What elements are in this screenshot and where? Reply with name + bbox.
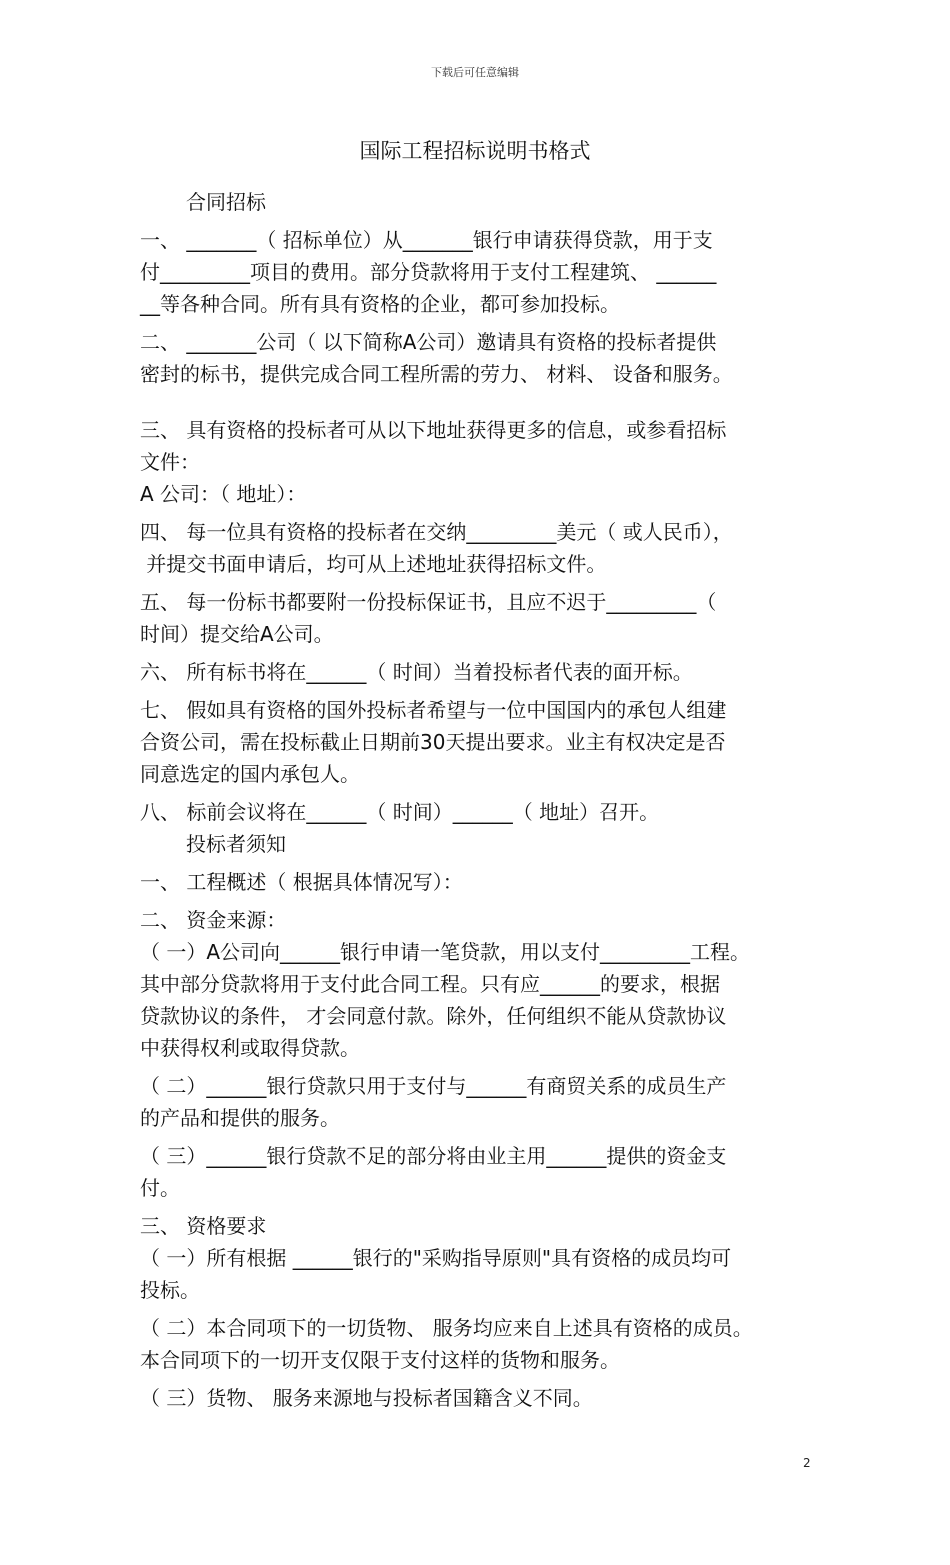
paragraph-line: 三、 具有资格的投标者可从以下地址获得更多的信息，或参看招标: [140, 418, 727, 442]
paragraph-line: 二、 资金来源：: [140, 908, 287, 932]
section-heading-bidder-instructions: 投标者须知: [186, 832, 286, 856]
paragraph-line: 并提交书面申请后，均可从上述地址获得招标文件。: [140, 552, 607, 576]
paragraph-line: 文件：: [140, 450, 200, 474]
paragraph-line: （ 三）货物、 服务来源地与投标者国籍含义不同。: [140, 1386, 593, 1410]
paragraph-line: 中获得权利或取得贷款。: [140, 1036, 360, 1060]
header-note: 下载后可任意编辑: [431, 66, 519, 79]
paragraph-line: 付。: [140, 1176, 180, 1200]
paragraph-line: 其中部分贷款将用于支付此合同工程。只有应______的要求，根据: [140, 972, 720, 996]
paragraph-line: 一、 工程概述（ 根据具体情况写）：: [140, 870, 463, 894]
paragraph-line: 付_________项目的费用。部分贷款将用于支付工程建筑、 ______: [140, 260, 717, 284]
paragraph-line: __等各种合同。所有具有资格的企业，都可参加投标。: [140, 292, 620, 316]
paragraph-line: 投标。: [140, 1278, 200, 1302]
paragraph-line: 四、 每一位具有资格的投标者在交纳_________美元（ 或人民币），: [140, 520, 733, 544]
document-body: [140, 186, 820, 1414]
paragraph-line: A 公司：（ 地址）：: [140, 482, 307, 506]
paragraph-line: 二、 _______公司（ 以下简称A公司）邀请具有资格的投标者提供: [140, 330, 717, 354]
paragraph-line: 七、 假如具有资格的国外投标者希望与一位中国国内的承包人组建: [140, 698, 727, 722]
page-number: 2: [803, 1456, 811, 1470]
paragraph-line: 密封的标书，提供完成合同工程所需的劳力、 材料、 设备和服务。: [140, 362, 733, 386]
paragraph-line: 贷款协议的条件， 才会同意付款。除外，任何组织不能从贷款协议: [140, 1004, 727, 1028]
paragraph-line: 六、 所有标书将在______（ 时间）当着投标者代表的面开标。: [140, 660, 693, 684]
paragraph-line: 本合同项下的一切开支仅限于支付这样的货物和服务。: [140, 1348, 620, 1372]
paragraph-line: （ 二）本合同项下的一切货物、 服务均应来自上述具有资格的成员。: [140, 1316, 753, 1340]
paragraph-line: （ 二）______银行贷款只用于支付与______有商贸关系的成员生产: [140, 1074, 727, 1098]
paragraph-line: （ 三）______银行贷款不足的部分将由业主用______提供的资金支: [140, 1144, 727, 1168]
paragraph-line: 的产品和提供的服务。: [140, 1106, 340, 1130]
paragraph-line: 时间）提交给A公司。: [140, 622, 334, 646]
paragraph-line: 合资公司，需在投标截止日期前30天提出要求。业主有权决定是否: [140, 730, 726, 754]
document-title: 国际工程招标说明书格式: [359, 139, 591, 163]
paragraph-line: 五、 每一份标书都要附一份投标保证书，且应不迟于_________（: [140, 590, 717, 614]
section-heading-contract-tender: 合同招标: [186, 190, 266, 214]
paragraph-line: 一、 _______（ 招标单位）从_______银行申请获得贷款，用于支: [140, 228, 713, 252]
paragraph-line: 八、 标前会议将在______（ 时间）______（ 地址）召开。: [140, 800, 660, 824]
paragraph-line: （ 一）所有根据 ______银行的"采购指导原则"具有资格的成员均可: [140, 1246, 732, 1270]
paragraph-line: 三、 资格要求: [140, 1214, 267, 1238]
paragraph-line: （ 一）A公司向______银行申请一笔贷款，用以支付_________工程。: [140, 940, 751, 964]
paragraph-line: 同意选定的国内承包人。: [140, 762, 360, 786]
